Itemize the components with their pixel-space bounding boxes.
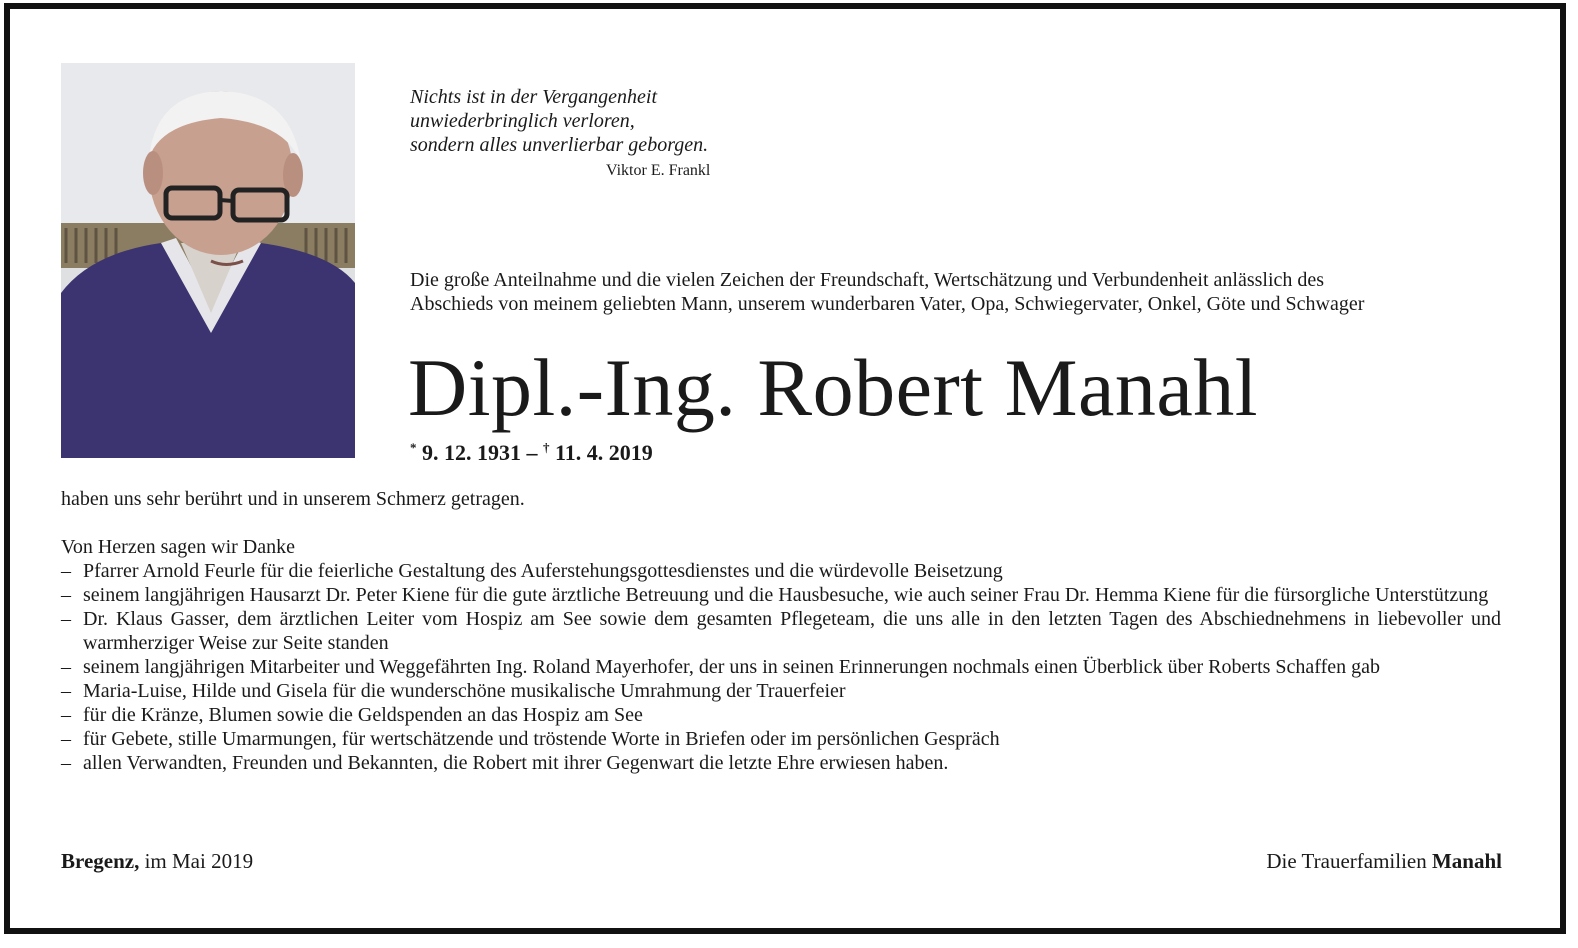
list-item [61, 727, 1501, 751]
place: Bregenz, [61, 849, 140, 873]
birth-date: 9. 12. 1931 [422, 440, 521, 465]
list-item [61, 607, 1501, 655]
body-text [61, 487, 1501, 775]
death-date: 11. 4. 2019 [555, 440, 653, 465]
list-item [61, 679, 1501, 703]
place-date [61, 849, 253, 874]
list-item-text: für die Kränze, Blumen sowie die Geldspenden an das Hospiz am See [83, 704, 643, 726]
intro-line: Die große Anteilnahme und die vielen Zeichen der Freundschaft, Wertschätzung und Verbundenheit anlässlich des [410, 269, 1325, 291]
bullet-dash: – [61, 656, 71, 678]
bullet-dash: – [61, 752, 71, 774]
quote-line: Nichts ist in der Vergangenheit [410, 86, 658, 108]
family-signature [1266, 849, 1502, 874]
list-item-text: Dr. Klaus Gasser, dem ärztlichen Leiter vom Hospiz am See sowie dem gesamten Pflegeteam, die uns alle in den letzten Tagen des Abschiednehmens in liebevoller und warmherziger Weise zur Seite standen [83, 608, 1501, 654]
list-item-text: für Gebete, stille Umarmungen, für wertschätzende und tröstende Worte in Briefen oder im persönlichen Gespräch [83, 728, 1000, 750]
signing-date: im Mai 2019 [144, 849, 254, 873]
list-item [61, 583, 1501, 607]
list-item-text: Pfarrer Arnold Feurle für die feierliche Gestaltung des Auferstehungsgottesdienstes und die würdevolle Beisetzung [83, 560, 1003, 582]
death-symbol: † [543, 440, 550, 455]
bullet-dash: – [61, 680, 71, 702]
body-paragraph: haben uns sehr berührt und in unserem Schmerz getragen. [61, 488, 525, 510]
family-prefix: Die Trauerfamilien [1266, 849, 1427, 873]
family-name: Manahl [1431, 849, 1502, 873]
quote [410, 85, 708, 157]
quote-author: Viktor E. Frankl [606, 162, 711, 179]
thanks-list [61, 559, 1501, 775]
bullet-dash: – [61, 704, 71, 726]
quote-line: unwiederbringlich verloren, [410, 110, 635, 132]
life-dates [410, 440, 653, 466]
intro-line: Abschieds von meinem geliebten Mann, unserem wunderbaren Vater, Opa, Schwiegervater, Onkel, Göte und Schwager [410, 293, 1365, 315]
quote-line: sondern alles unverlierbar geborgen. [410, 134, 709, 156]
birth-symbol: * [410, 440, 417, 455]
deceased-name: Dipl.-Ing. Robert Manahl [408, 342, 1259, 433]
list-item [61, 655, 1501, 679]
thanks-intro: Von Herzen sagen wir Danke [61, 536, 295, 558]
bullet-dash: – [61, 728, 71, 750]
portrait-photo [61, 63, 355, 458]
bullet-dash: – [61, 584, 71, 606]
list-item-text: allen Verwandten, Freunden und Bekannten, die Robert mit ihrer Gegenwart die letzte Ehre erwiesen haben. [83, 752, 949, 774]
list-item [61, 703, 1501, 727]
list-item [61, 559, 1501, 583]
bullet-dash: – [61, 608, 71, 630]
list-item-text: seinem langjährigen Hausarzt Dr. Peter Kiene für die gute ärztliche Betreuung und die Hausbesuche, wie auch seiner Frau Dr. Hemma Kiene für die fürsorgliche Unterstützung [83, 584, 1489, 606]
bullet-dash: – [61, 560, 71, 582]
intro-text [410, 268, 1510, 316]
list-item-text: seinem langjährigen Mitarbeiter und Weggefährten Ing. Roland Mayerhofer, der uns in seinen Erinnerungen nochmals einen Überblick über Roberts Schaffen gab [83, 656, 1380, 678]
list-item-text: Maria-Luise, Hilde und Gisela für die wunderschöne musikalische Umrahmung der Trauerfeier [83, 680, 846, 702]
list-item [61, 751, 1501, 775]
date-separator: – [526, 440, 538, 465]
